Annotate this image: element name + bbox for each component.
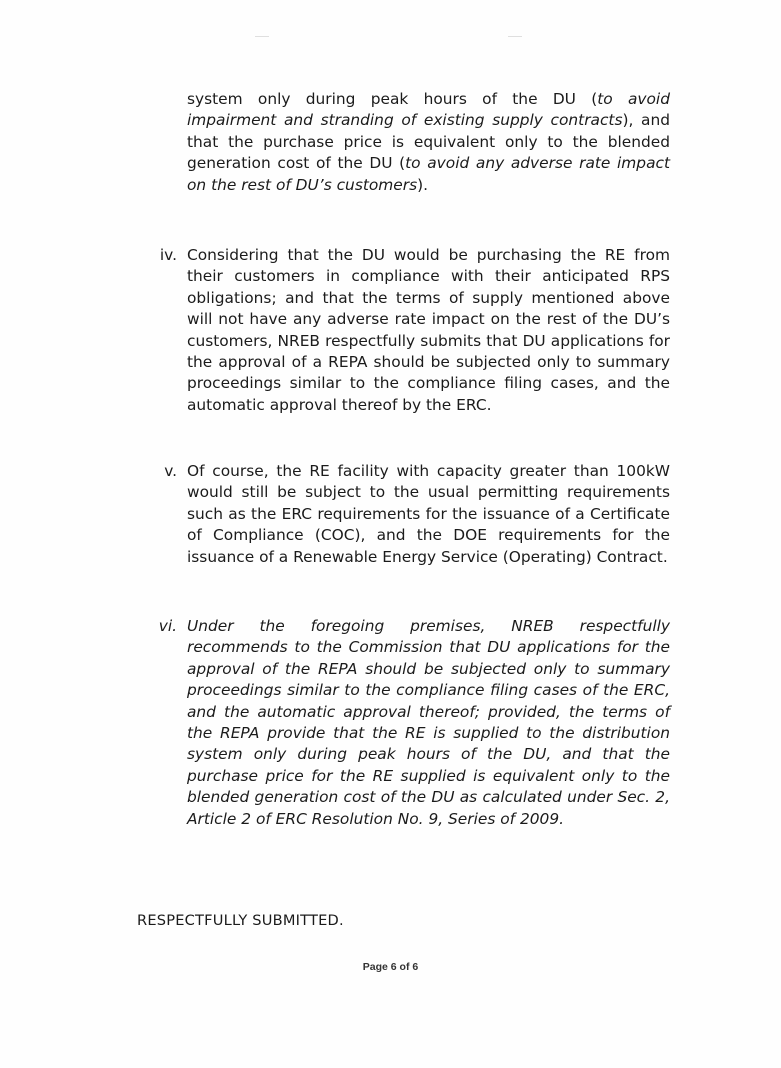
text-run: ). bbox=[417, 175, 428, 194]
page-number: Page 6 of 6 bbox=[362, 961, 419, 973]
list-marker-vi: vi. bbox=[158, 617, 177, 635]
paragraph-iv: Considering that the DU would be purchasing the RE from their customers in compliance with their anticipated RPS obligations; and that the terms of supply mentioned above will not have any adverse rate impact on the rest of the DU’s customers, NREB respectfully submits that DU applications for the approval of a REPA should be subjected only to summary proceedings similar to the compliance filing cases, and the automatic approval thereof by the ERC. bbox=[187, 246, 670, 414]
list-marker-v: v. bbox=[164, 462, 177, 480]
closing-statement: RESPECTFULLY SUBMITTED. bbox=[137, 912, 344, 929]
text-run: system only during peak hours of the DU ( bbox=[187, 90, 598, 108]
scan-mark bbox=[255, 36, 269, 37]
paragraph-vi: Under the foregoing premises, NREB respectfully recommends to the Commission that DU applications for the approval of the REPA should be subjected only to summary proceedings similar to the compliance filing cases of the ERC, and the automatic approval thereof; provided, the terms of the REPA provide that the RE is supplied to the distribution system only during peak hours of the DU, and that the purchase price for the RE supplied is equivalent only to the blended generation cost of the DU as calculated under Sec. 2, Article 2 of ERC Resolution No. 9, Series of 2009. bbox=[187, 617, 670, 828]
paragraph-v: Of course, the RE facility with capacity greater than 100kW would still be subject to the usual permitting requirements such as the ERC requirements for the issuance of a Certificate of Compliance (COC), and the DOE requirements for the issuance of a Renewable Energy Service (Operating) Contract. bbox=[187, 462, 670, 566]
italic-text-run: to avoid impairment and stranding of existing supply contracts bbox=[187, 90, 670, 130]
scan-mark bbox=[508, 36, 522, 37]
list-marker-iv: iv. bbox=[159, 246, 177, 264]
paragraph-continuation bbox=[187, 89, 670, 196]
italic-text-run: to avoid any adverse rate impact on the rest of DU’s customers bbox=[187, 154, 670, 194]
text-run: ), and that the purchase price is equivalent only to the blended generation cost of the DU ( bbox=[187, 111, 670, 173]
